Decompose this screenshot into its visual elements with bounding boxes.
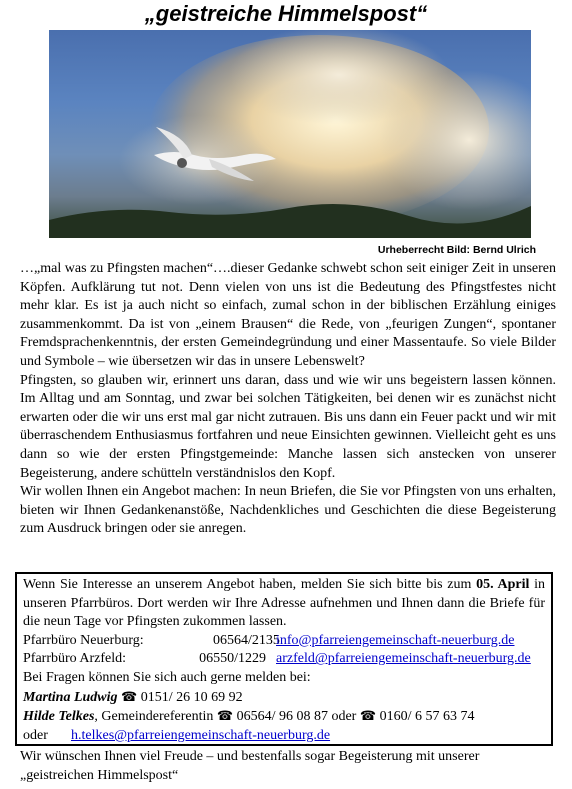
email-link-neuerburg[interactable]: info@pfarreiengemeinschaft-neuerburg.de — [276, 632, 515, 648]
office-arzfeld: Pfarrbüro Arzfeld: 06550/1229 arzfeld@pfarreiengemeinschaft-neuerburg.de — [23, 651, 531, 667]
contact-telkes-email: oder h.telkes@pfarreiengemeinschaft-neuerburg.de — [23, 727, 331, 743]
telephone-icon: ☎ — [359, 708, 377, 724]
photo-illustration — [49, 30, 531, 238]
contact-ludwig — [23, 688, 545, 708]
telephone-icon: ☎ — [121, 688, 138, 704]
paragraph: …„mal was zu Pfingsten machen“….dieser Gedanke schwebt schon seit einiger Zeit in unseren Köpfen. Aufklärung tut not. Denn vielen von uns ist die Bedeutung des Pfingstfestes nicht mehr klar. Es ist ja auch nicht so einfach, zumal schon in der biblischen Erzählung einiges zusammenkommt. Da ist von „einem Brausen“ die Rede, von „feurigen Zungen“, spontaner Fremdsprachenkenntnis, der ersten Gemeindegründung und einer Massentaufe. So viele Bilder und Symbole – wie übersetzen wir das in unsere Lebenswelt? — [20, 261, 556, 369]
office-neuerburg: Pfarrbüro Neuerburg: 06564/2135info@pfarreiengemeinschaft-neuerburg.de — [23, 632, 515, 648]
contact-name: Hilde Telkes — [23, 709, 95, 725]
page-title: „geistreiche Himmelspost“ — [144, 1, 428, 26]
paragraph: Wir wollen Ihnen ein Angebot machen: In neun Briefen, die Sie vor Pfingsten von uns erhalten, bieten wir Ihnen Gedankenanstöße, Nachdenkliches und Geschichten die diese Begeisterung zum Ausdruck bringen oder sie anregen. — [20, 484, 556, 537]
telephone-icon: ☎ — [216, 708, 234, 724]
article-body — [20, 260, 556, 539]
deadline: 05. April — [476, 577, 530, 592]
questions-text: Bei Fragen können Sie sich auch gerne melden bei: — [23, 669, 311, 685]
email-link-arzfeld[interactable]: arzfeld@pfarreiengemeinschaft-neuerburg.de — [276, 651, 531, 667]
email-link-telkes[interactable]: h.telkes@pfarreiengemeinschaft-neuerburg.de — [71, 727, 331, 743]
contact-name: Martina Ludwig — [23, 689, 118, 705]
registration-box — [15, 572, 553, 746]
contact-phone: 0151/ 26 10 69 92 — [140, 689, 243, 705]
photo-credit: Urheberrecht Bild: Bernd Ulrich — [377, 244, 536, 256]
paragraph: Pfingsten, so glauben wir, erinnert uns daran, dass und wie wir uns begeistern lassen können. Im Alltag und am Sonntag, und zwar bei solchen Tätigkeiten, bei denen wir es zunächst nicht erwarten oder die wir uns erst mal gar nicht zutrauen. Bis uns dann ein Feuer packt und wir mit überraschendem Enthusiasmus fortfahren und neue Einsichten gewinnen. Vielleicht geht es uns dann so wie der ersten Pfingstgemeinde: Manche lassen sich anstecken von unserer Begeisterung, andere schütteln verständnislos den Kopf. — [20, 372, 556, 481]
contact-telkes: Hilde Telkes, Gemeindereferentin ☎ 06564/ 96 08 87 oder ☎ 0160/ 6 57 63 74 — [23, 708, 475, 725]
closing-text: Wir wünschen Ihnen viel Freude – und bestenfalls sogar Begeisterung mit unserer „geistreichen Himmelspost“ — [20, 749, 480, 783]
registration-text: Wenn Sie Interesse an unserem Angebot haben, melden Sie sich bitte bis zum 05. April in unseren Pfarrbüros. Dort werden wir Ihre Adresse aufnehmen und Ihnen dann die Briefe für die neun Tage vor Pfingsten zukommen lassen. — [23, 577, 545, 630]
dove-sky-photo — [49, 30, 531, 238]
